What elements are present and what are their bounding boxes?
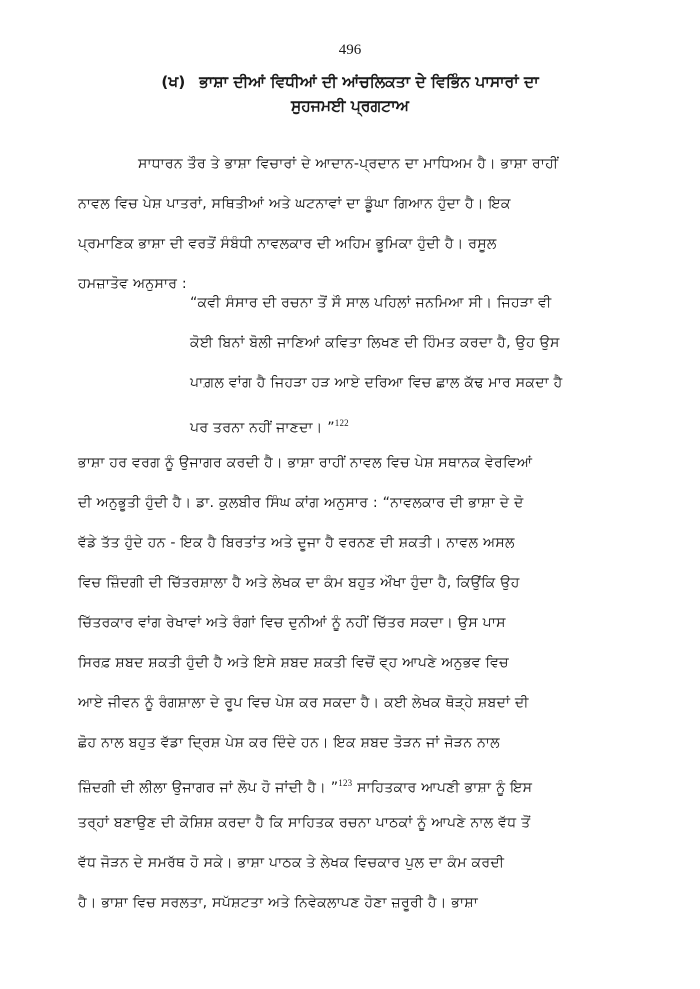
section-heading (0, 70, 700, 118)
quote-line (190, 403, 594, 443)
text-line: ਵੱਡੇ ਤੱਤ ਹੁੰਦੇ ਹਨ - ਇਕ ਹੈ ਬਿਰਤਾਂਤ ਅਤੇ ਦੂਜਾ ਹੈ ਵਰਨਣ ਦੀ ਸ਼ਕਤੀ। ਨਾਵਲ ਅਸਲ (78, 535, 515, 551)
text-line: ਛੋਹ ਨਾਲ ਬਹੁਤ ਵੱਡਾ ਦ੍ਰਿਸ਼ ਪੇਸ਼ ਕਰ ਦਿੰਦੇ ਹਨ। ਇਕ ਸ਼ਬਦ ਤੋੜਨ ਜਾਂ ਜੋੜਨ ਨਾਲ (78, 735, 500, 751)
text-line: ਆਏ ਜੀਵਨ ਨੂੰ ਰੰਗਸ਼ਾਲਾ ਦੇ ਰੂਪ ਵਿਚ ਪੇਸ਼ ਕਰ ਸਕਦਾ ਹੈ। ਕਈ ਲੇਖਕ ਥੋੜ੍ਹੇ ਸ਼ਬਦਾਂ ਦੀ (78, 695, 529, 711)
heading-line-1 (0, 70, 700, 94)
quote-line: ਪਾਗ਼ਲ ਵਾਂਗ ਹੈ ਜਿਹੜਾ ਹੜ ਆਏ ਦਰਿਆ ਵਿਚ ਛਾਲ ਕੱਢ ਮਾਰ ਸਕਦਾ ਹੈ (190, 375, 563, 391)
text-line: ਚਿੱਤਰਕਾਰ ਵਾਂਗ ਰੇਖਾਵਾਂ ਅਤੇ ਰੰਗਾਂ ਵਿਚ ਦੁਨੀਆਂ ਨੂੰ ਨਹੀਂ ਚਿੱਤਰ ਸਕਦਾ। ਉਸ ਪਾਸ (78, 615, 506, 631)
text-line: ਭਾਸ਼ਾ ਹਰ ਵਰਗ ਨੂੰ ਉਜਾਗਰ ਕਰਦੀ ਹੈ। ਭਾਸ਼ਾ ਰਾਹੀਂ ਨਾਵਲ ਵਿਚ ਪੇਸ਼ ਸਥਾਨਕ ਵੇਰਵਿਆਂ (78, 455, 533, 471)
text-line (78, 763, 594, 803)
footnote-ref: 123 (338, 778, 353, 788)
paragraph-1 (78, 144, 594, 304)
text-line: ਹਮਜ਼ਾਤੋਵ ਅਨੁਸਾਰ : (78, 276, 187, 292)
text-line: ਸਾਧਾਰਨ ਤੌਰ ਤੇ ਭਾਸ਼ਾ ਵਿਚਾਰਾਂ ਦੇ ਆਦਾਨ-ਪ੍ਰਦਾਨ ਦਾ ਮਾਧਿਅਮ ਹੈ। ਭਾਸ਼ਾ ਰਾਹੀਂ (138, 156, 559, 172)
section-marker: (ਖ) (161, 73, 186, 91)
heading-line-2: ਸੁਹਜਮਈ ਪ੍ਰਗਟਾਅ (290, 97, 410, 115)
quote-line: “ਕਵੀ ਸੰਸਾਰ ਦੀ ਰਚਨਾ ਤੋਂ ਸੌ ਸਾਲ ਪਹਿਲਾਂ ਜਨਮਿਆ ਸੀ। ਜਿਹੜਾ ਵੀ (190, 295, 552, 311)
text-line: ਵੱਧ ਜੋੜਨ ਦੇ ਸਮਰੱਥ ਹੋ ਸਕੇ। ਭਾਸ਼ਾ ਪਾਠਕ ਤੇ ਲੇਖਕ ਵਿਚਕਾਰ ਪੁਲ ਦਾ ਕੰਮ ਕਰਦੀ (78, 855, 505, 871)
quote-last-text: ਪਰ ਤਰਨਾ ਨਹੀਂ ਜਾਣਦਾ। ” (190, 420, 335, 436)
line-text-before: ਜ਼ਿੰਦਗੀ ਦੀ ਲੀਲਾ ਉਜਾਗਰ ਜਾਂ ਲੋਪ ਹੋ ਜਾਂਦੀ ਹੈ। ” (78, 780, 339, 796)
text-line: ਸਿਰਫ਼ ਸ਼ਬਦ ਸ਼ਕਤੀ ਹੁੰਦੀ ਹੈ ਅਤੇ ਇਸੇ ਸ਼ਬਦ ਸ਼ਕਤੀ ਵਿਚੋਂ ਵ੍ਹ ਆਪਣੇ ਅਨੁਭਵ ਵਿਚ (78, 655, 509, 671)
text-line: ਨਾਵਲ ਵਿਚ ਪੇਸ਼ ਪਾਤਰਾਂ, ਸਥਿਤੀਆਂ ਅਤੇ ਘਟਨਾਵਾਂ ਦਾ ਡੂੰਘਾ ਗਿਆਨ ਹੁੰਦਾ ਹੈ। ਇਕ (78, 196, 511, 212)
quote-line: ਕੋਈ ਬਿਨਾਂ ਬੋਲੀ ਜਾਣਿਆਂ ਕਵਿਤਾ ਲਿਖਣ ਦੀ ਹਿੰਮਤ ਕਰਦਾ ਹੈ, ਉਹ ਉਸ (190, 335, 560, 351)
text-line: ਪ੍ਰਮਾਣਿਕ ਭਾਸ਼ਾ ਦੀ ਵਰਤੋਂ ਸੰਬੰਧੀ ਨਾਵਲਕਾਰ ਦੀ ਅਹਿਮ ਭੂਮਿਕਾ ਹੁੰਦੀ ਹੈ। ਰਸੂਲ (78, 236, 497, 252)
page-number: 496 (338, 42, 362, 58)
line-text-after: ਸਾਹਿਤਕਾਰ ਆਪਣੀ ਭਾਸ਼ਾ ਨੂੰ ਇਸ (352, 780, 533, 796)
heading-text-1: ਭਾਸ਼ਾ ਦੀਆਂ ਵਿਧੀਆਂ ਦੀ ਆਂਚਲਿਕਤਾ ਦੇ ਵਿਭਿੰਨ ਪਾਸਾਰਾਂ ਦਾ (199, 73, 539, 91)
paragraph-2 (78, 443, 594, 923)
text-line: ਦੀ ਅਨੁਭੂਤੀ ਹੁੰਦੀ ਹੈ। ਡਾ. ਕੁਲਬੀਰ ਸਿੰਘ ਕਾਂਗ ਅਨੁਸਾਰ : “ਨਾਵਲਕਾਰ ਦੀ ਭਾਸ਼ਾ ਦੇ ਦੋ (78, 495, 524, 511)
footnote-ref: 122 (334, 418, 349, 428)
block-quote (190, 283, 594, 443)
text-line: ਤਰ੍ਹਾਂ ਬਣਾਉਣ ਦੀ ਕੋਸ਼ਿਸ਼ ਕਰਦਾ ਹੈ ਕਿ ਸਾਹਿਤਕ ਰਚਨਾ ਪਾਠਕਾਂ ਨੂੰ ਆਪਣੇ ਨਾਲ ਵੱਧ ਤੋਂ (78, 815, 531, 831)
text-line: ਹੈ। ਭਾਸ਼ਾ ਵਿਚ ਸਰਲਤਾ, ਸਪੱਸ਼ਟਤਾ ਅਤੇ ਨਿਵੇਕਲਾਪਣ ਹੋਣਾ ਜ਼ਰੂਰੀ ਹੈ। ਭਾਸ਼ਾ (78, 895, 478, 911)
text-line: ਵਿਚ ਜ਼ਿੰਦਗੀ ਦੀ ਚਿੱਤਰਸ਼ਾਲਾ ਹੈ ਅਤੇ ਲੇਖਕ ਦਾ ਕੰਮ ਬਹੁਤ ਔਖਾ ਹੁੰਦਾ ਹੈ, ਕਿਉਂਕਿ ਉਹ (78, 575, 520, 591)
